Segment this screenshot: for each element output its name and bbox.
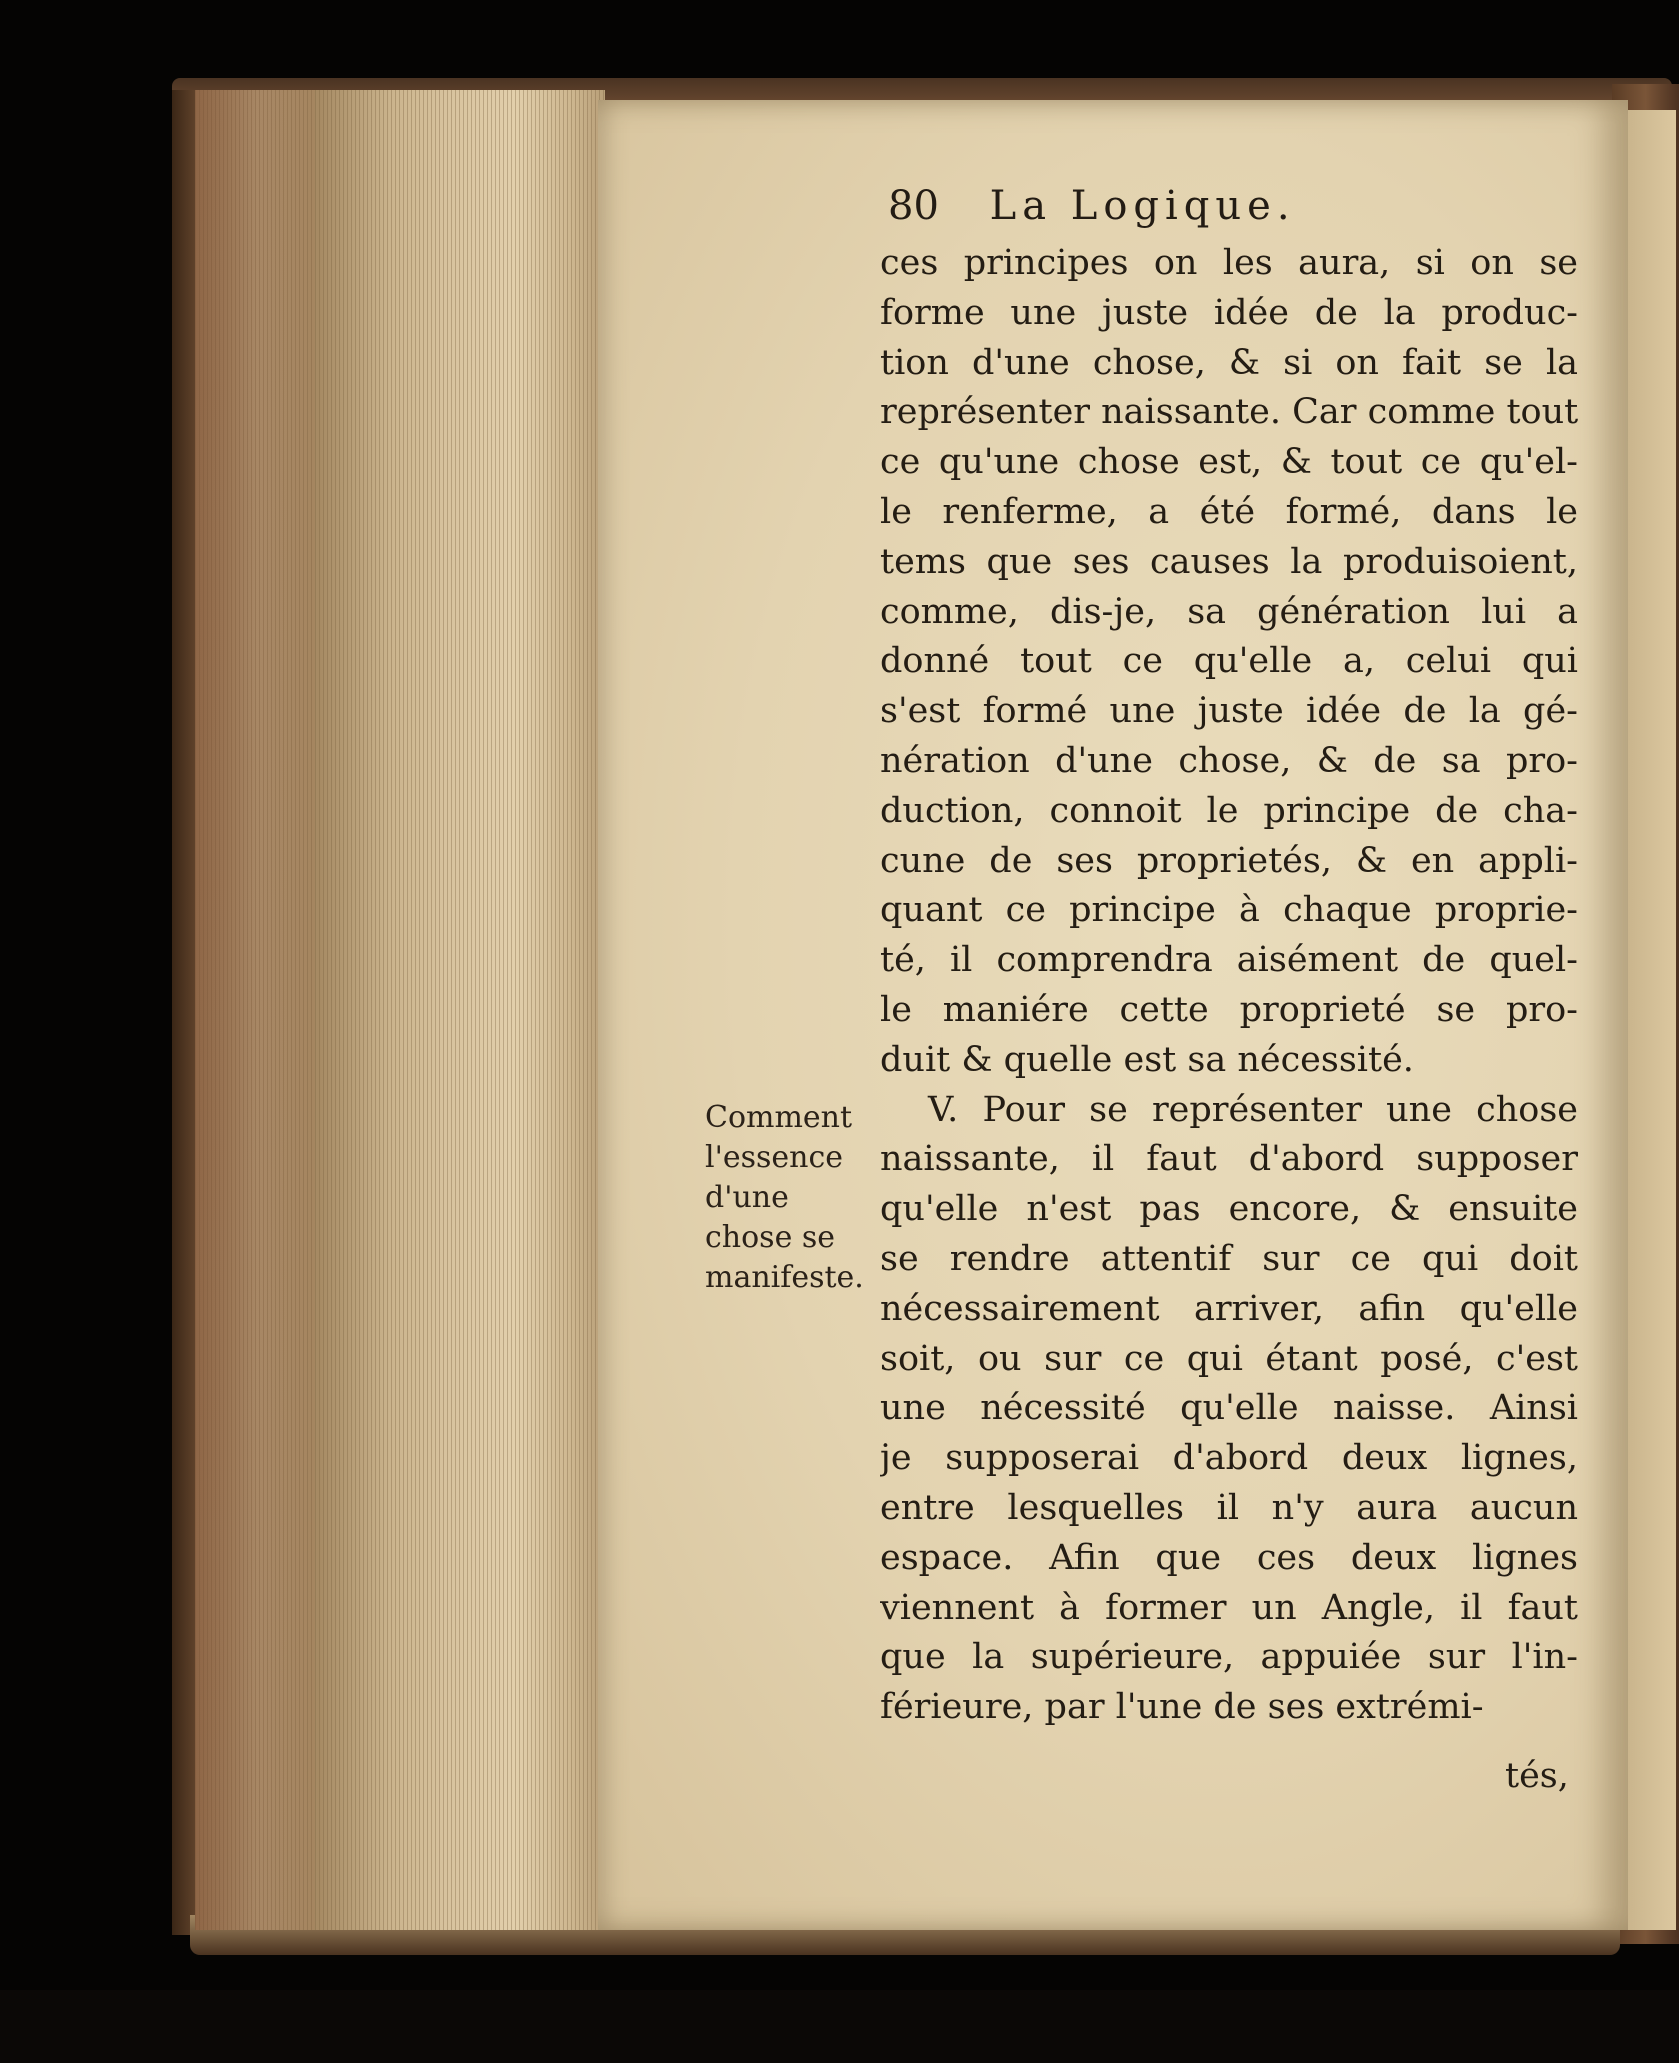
running-title: La Logique. <box>989 183 1296 229</box>
text-line: qu'elle n'est pas encore, & ensuite <box>880 1189 1578 1230</box>
page-number: 80 <box>888 183 939 229</box>
text-line: le maniére cette proprieté se pro- <box>880 990 1578 1030</box>
text-line: viennent à former un Angle, il faut <box>880 1587 1578 1628</box>
text-line: férieure, par l'une de ses extrémi- <box>880 1687 1484 1728</box>
text-line: duction, connoit le principe de cha- <box>880 790 1578 831</box>
text-line: s'est formé une juste idée de la gé- <box>880 691 1578 732</box>
text-line: tion d'une chose, & si on fait se la <box>880 342 1578 383</box>
text-line: V. Pour se représenter une chose <box>928 1089 1578 1130</box>
text-line: entre lesquelles il n'y aura aucun <box>880 1488 1578 1528</box>
text-line: forme une juste idée de la produc- <box>880 292 1578 333</box>
marginal-note-line: l'essence <box>705 1140 844 1175</box>
text-line: je supposerai d'abord deux lignes, <box>880 1438 1578 1479</box>
marginal-note-line: manifeste. <box>705 1260 864 1295</box>
page-header <box>888 183 1296 229</box>
text-line: que la supérieure, appuiée sur l'in- <box>880 1637 1578 1678</box>
text-line: une nécessité qu'elle naisse. Ainsi <box>880 1388 1578 1429</box>
marginal-note-line: chose se <box>705 1220 836 1255</box>
text-line: cune de ses proprietés, & en appli- <box>880 840 1578 881</box>
text-line: duit & quelle est sa nécessité. <box>880 1039 1414 1080</box>
text-line: nécessairement arriver, afin qu'elle <box>880 1288 1578 1329</box>
text-line: soit, ou sur ce qui étant posé, c'est <box>880 1338 1578 1379</box>
text-line: donné tout ce qu'elle a, celui qui <box>880 641 1578 682</box>
text-line: ce qu'une chose est, & tout ce qu'el- <box>880 442 1578 483</box>
text-line: té, il comprendra aisément de quel- <box>880 940 1578 981</box>
text-line: le renferme, a été formé, dans le <box>880 492 1578 532</box>
text-line: représenter naissante. Car comme tout <box>880 392 1578 433</box>
marginal-note <box>705 1098 875 1298</box>
text-line: naissante, il faut d'abord supposer <box>880 1139 1578 1180</box>
text-line: nération d'une chose, & de sa pro- <box>880 741 1578 781</box>
text-line: ces principes on les aura, si on se <box>880 243 1578 283</box>
marginal-note-line: d'une <box>705 1180 789 1215</box>
background-floor <box>0 1990 1679 2063</box>
marginal-note-line: Comment <box>705 1100 853 1135</box>
text-line: se rendre attentif sur ce qui doit <box>880 1239 1578 1279</box>
facing-page-edge <box>1626 110 1676 1930</box>
text-line: quant ce principe à chaque proprie- <box>880 890 1578 931</box>
text-line: espace. Afin que ces deux lignes <box>880 1537 1578 1578</box>
text-line: comme, dis-je, sa génération lui a <box>880 591 1578 632</box>
page-block-shade <box>195 90 315 1930</box>
catchword: tés, <box>1505 1756 1569 1796</box>
text-line: tems que ses causes la produisoient, <box>880 541 1578 582</box>
